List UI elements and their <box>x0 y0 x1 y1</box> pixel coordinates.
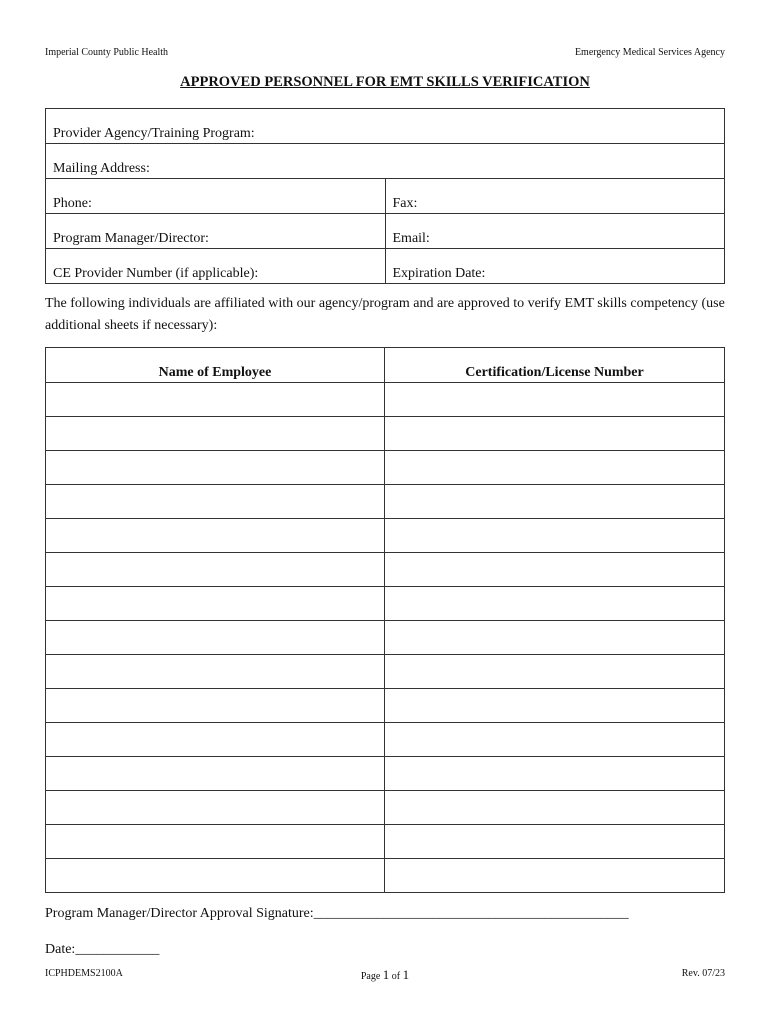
approved-personnel-table <box>45 347 725 893</box>
of-word: of <box>391 971 401 982</box>
certification-number-cell[interactable] <box>385 859 725 893</box>
certification-number-cell[interactable] <box>385 383 725 417</box>
employee-name-cell[interactable] <box>46 383 385 417</box>
mailing-address-field[interactable]: Mailing Address: <box>46 144 725 179</box>
certification-number-cell[interactable] <box>385 485 725 519</box>
table-row <box>46 587 725 621</box>
table-row <box>46 621 725 655</box>
employee-name-cell[interactable] <box>46 859 385 893</box>
certification-number-cell[interactable] <box>385 553 725 587</box>
employee-name-cell[interactable] <box>46 451 385 485</box>
approval-signature-line[interactable]: Program Manager/Director Approval Signature:_____________________________________________ <box>45 906 629 921</box>
form-title: APPROVED PERSONNEL FOR EMT SKILLS VERIFICATION <box>180 74 590 90</box>
header-agency-left: Imperial County Public Health <box>45 47 169 58</box>
employee-name-cell[interactable] <box>46 553 385 587</box>
table-row <box>46 655 725 689</box>
certification-number-cell[interactable] <box>385 825 725 859</box>
employee-name-cell[interactable] <box>46 689 385 723</box>
employee-name-cell[interactable] <box>46 417 385 451</box>
table-row <box>46 519 725 553</box>
certification-number-cell[interactable] <box>385 655 725 689</box>
employee-name-cell[interactable] <box>46 723 385 757</box>
employee-name-cell[interactable] <box>46 655 385 689</box>
certification-number-cell[interactable] <box>385 417 725 451</box>
table-row <box>46 791 725 825</box>
table-row <box>46 451 725 485</box>
expiration-date-field[interactable]: Expiration Date: <box>385 249 725 284</box>
table-row <box>46 485 725 519</box>
certification-number-cell[interactable] <box>385 757 725 791</box>
certification-column-header: Certification/License Number <box>385 348 725 383</box>
certification-number-cell[interactable] <box>385 791 725 825</box>
certification-number-cell[interactable] <box>385 519 725 553</box>
certification-number-cell[interactable] <box>385 451 725 485</box>
program-manager-field[interactable]: Program Manager/Director: <box>46 214 386 249</box>
page-number <box>0 967 770 983</box>
table-row <box>46 825 725 859</box>
table-row <box>46 723 725 757</box>
provider-info-table <box>45 108 725 284</box>
employee-name-cell[interactable] <box>46 825 385 859</box>
revision-date: Rev. 07/23 <box>681 968 725 979</box>
employee-name-cell[interactable] <box>46 485 385 519</box>
intro-paragraph: The following individuals are affiliated with our agency/program and are approved to verify EMT skills competency (use additional sheets if necessary): <box>45 296 725 333</box>
page-total: 1 <box>402 967 410 982</box>
certification-number-cell[interactable] <box>385 723 725 757</box>
employee-name-cell[interactable] <box>46 757 385 791</box>
employee-name-cell[interactable] <box>46 519 385 553</box>
employee-name-cell[interactable] <box>46 791 385 825</box>
phone-field[interactable]: Phone: <box>46 179 386 214</box>
table-row <box>46 859 725 893</box>
page-word: Page <box>360 971 381 982</box>
certification-number-cell[interactable] <box>385 621 725 655</box>
certification-number-cell[interactable] <box>385 689 725 723</box>
fax-field[interactable]: Fax: <box>385 179 725 214</box>
table-row <box>46 553 725 587</box>
table-row <box>46 689 725 723</box>
table-row <box>46 417 725 451</box>
table-row <box>46 757 725 791</box>
provider-agency-field[interactable]: Provider Agency/Training Program: <box>46 109 725 144</box>
employee-name-cell[interactable] <box>46 621 385 655</box>
header-agency-right: Emergency Medical Services Agency <box>574 47 725 58</box>
date-line[interactable]: Date:____________ <box>45 942 160 957</box>
certification-number-cell[interactable] <box>385 587 725 621</box>
page-current: 1 <box>382 967 390 982</box>
email-field[interactable]: Email: <box>385 214 725 249</box>
form-id: ICPHDEMS2100A <box>45 968 123 979</box>
employee-name-cell[interactable] <box>46 587 385 621</box>
table-row <box>46 383 725 417</box>
name-column-header: Name of Employee <box>46 348 385 383</box>
ce-provider-number-field[interactable]: CE Provider Number (if applicable): <box>46 249 386 284</box>
